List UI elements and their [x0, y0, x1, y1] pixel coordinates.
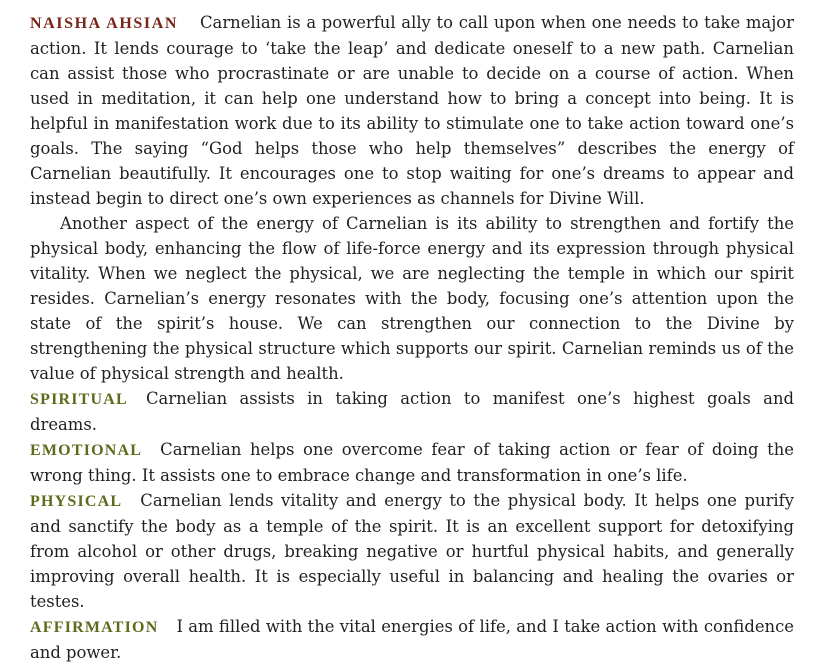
- continuation-paragraph: Another aspect of the energy of Carnelian is its ability to strengthen and fortify the physical body, enhancing the flow of life-force energy and its expression through physical vitality. When we neglect the physical, we are neglecting the temple in which our spirit resides. Carnelian’s energy resonates with the body, focusing one’s attention upon the state of the spirit’s house. We can strengthen our connection to the Divine by strengthening the physical structure which supports our spirit. Carnelian reminds us of the value of physical strength and health.: [30, 214, 794, 383]
- emotional-section: [30, 437, 794, 488]
- author-paragraph-text: Carnelian is a powerful ally to call upon when one needs to take major action. It lends courage to ‘take the leap’ and dedicate oneself to a new path. Carnelian can assist those who procrastinate or are unable to decide on a course of action. When used in meditation, it can help one understand how to bring a concept into being. It is helpful in manifestation work due to its ability to stimulate one to take action toward one’s goals. The saying “God helps those who help themselves” describes the energy of Carnelian beautifully. It encourages one to stop waiting for one’s dreams to appear and instead begin to direct one’s own experiences as channels for Divine Will.: [30, 13, 794, 208]
- spiritual-text: Carnelian assists in taking action to manifest one’s highest goals and dreams.: [30, 389, 794, 434]
- emotional-label: EMOTIONAL: [30, 442, 143, 459]
- spiritual-section: [30, 386, 794, 437]
- physical-section: [30, 488, 794, 614]
- emotional-text: Carnelian helps one overcome fear of taking action or fear of doing the wrong thing. It assists one to embrace change and transformation in one’s life.: [30, 440, 794, 485]
- author-name: NAISHA AHSIAN: [30, 15, 179, 32]
- physical-label: PHYSICAL: [30, 493, 123, 510]
- spiritual-label: SPIRITUAL: [30, 391, 128, 408]
- affirmation-label: AFFIRMATION: [30, 619, 159, 636]
- physical-text: Carnelian lends vitality and energy to the physical body. It helps one purify and sanctify the body as a temple of the spirit. It is an excellent support for detoxifying from alcohol or other drugs, breaking negative or hurtful physical habits, and generally improving overall health. It is especially useful in balancing and healing the ovaries or testes.: [30, 491, 794, 611]
- author-paragraph: [30, 10, 794, 211]
- affirmation-text: I am filled with the vital energies of life, and I take action with confidence and power.: [30, 617, 794, 662]
